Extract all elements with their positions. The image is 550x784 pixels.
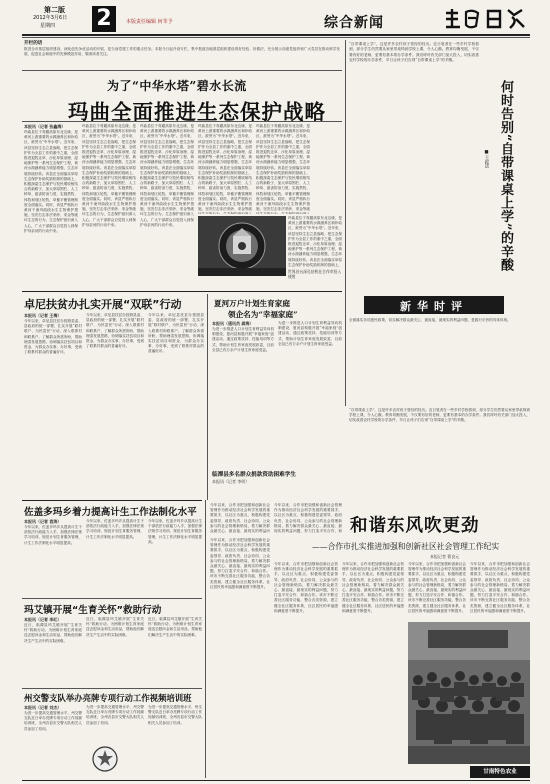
commentary-title-text: 何时告别“自带课桌上学”的辛酸 [498,80,513,272]
short3-col-2: 近日，临潭县玛艾镇开展“生育关怀”救助行动，为困难计划生育家庭送去慰问金和生活用品，帮助他们解决生产生活中的实际困难。 [86,617,144,637]
short1-headline: 临潭县多名群众捐款资助困难学生 [212,472,296,478]
commentary-text: “自带课桌上学”，这是许多农村孩子曾经的经历。近日笔者在一些乡村学校看到，部分学生仍然要从家里带桌椅到学校上课，令人心酸。教育均衡发展，不仅要有好的老师，更要有基本的办学条件。我们呼吁有关部门加大投入，切实改善农村学校的办学条件，早日让孩子们告别“自带课桌上学”的辛酸。 [349,42,479,63]
commentary-title [493,80,513,271]
feature-subhead: ——合作市扎实推进加强和创新社区社会管理工作纪实 [312,542,500,551]
lead-photo [198,216,286,276]
lead-text-col-5: 玛曲县位于青藏高原东北边缘，是黄河上游重要的水源涵养区和补给区，被誉为“中华水塔”。近年来，该县坚持生态立县战略，把生态保护作为全县工作的重中之重，全面推进退牧还草、沙化草原治理、湿地保护等一系列生态保护工程，黄河水源涵养能力明显增强，生态环境持续好转。该县在全面落实草原生态保护补助奖励机制的基础上，积极探索生态保护与牧民增收相结合的新路子，加大草原围栏、人工种草、鼠害防治力度，实施禁牧、休牧和划区轮牧，草畜平衡管理制度全面落实。同时，该县严格执行黄河干流玛曲段水生生物保护措施，坚决打击非法采砂、采金等破 [256,124,310,212]
article-mid-headline: 夏河万户计划生育家庭 [214,299,290,308]
police-emblem [92,746,118,772]
article-left-col-2: 今年以来，卓尼县扶贫办按照县委、县政府的统一部署，扎实开展“联村联户、为民富民”行动，深入联系村和联系户，了解群众所需所盼，帮助理清发展思路，协调落实扶贫项目和资金，为群众办实事、办好事，受到了联系村群众的普遍好评。 [86,313,144,349]
feature-headline: 和谐东风吹更劲 [350,516,480,536]
article-left-byline: 本报讯（记者 王梅） [24,313,62,318]
lead-kicker: 为了“中华水塔”碧水长流 [107,79,247,93]
section-number-badge: 2 [92,6,116,32]
feature-col-4: 今年以来，合作市把加强和创新社会管理作为推动经济社会科学发展的重要抓手，以社区为重点，积极构建党委领导、政府负责、社会协同、公众参与的社会管理新格局，着力解决群众最关心、最直接、最现实的利益问题，努力打造平安合作、和谐合作。该市不断完善社区服务功能，整合各类资源，建立健全社区服务体系，社区居民的幸福感和满意度不断提升。 [408,562,466,613]
feature-byline: 本报记者 曹良元 [430,554,460,559]
short3-col-1: 近日，临潭县玛艾镇开展“生育关怀”救助行动，为困难计划生育家庭送去慰问金和生活用品，帮助他们解决生产生活中的实际困难。 [24,623,82,643]
briefs-title: 新华时评 [400,300,468,313]
short4-headline: 州交警支队举办亮牌专项行动工作视频培训班 [24,693,192,703]
right-col-text-lower: “自带课桌上学”，这是许多农村孩子曾经的经历。近日笔者在一些乡村学校看到，部分学生仍然要从家里带桌椅到学校上课，令人心酸。教育均衡发展，不仅要有好的老师，更要有基本的办学条件。我们呼吁有关部门加大投入，切实改善农村学校的办学条件，早日让孩子们告别“自带课桌上学”的辛酸。 [349,408,530,423]
short4-col-2: 为进一步提高交通管理水平，州交警支队近日举办亮牌专项行动工作视频培训班，全州各县市交警大队相关人员参加了培训。 [86,705,144,725]
crowd-photo-icon [408,622,530,764]
short2-headline: 佐盖多玛乡着力提高计生工作法制化水平 [24,507,197,518]
short3-headline: 玛艾镇开展“生育关怀”救助行动 [24,605,162,616]
article-mid-col-2: 为进一步推进人口计划生育利益导向机制建设，夏河县积极开展“幸福家庭”创建活动，通过政策扶持、技能培训等方式，帮助计划生育家庭发展致富，目前全县已有万余户计划生育家庭受益。 [278,321,342,346]
article-left-col-3: 今年以来，卓尼县扶贫办按照县委、县政府的统一部署，扎实开展“联村联户、为民富民”行动，深入联系村和联系户，了解群众所需所盼，帮助理清发展思路，协调落实扶贫项目和资金，为群众办实事、办好事，受到了联系村群众的普遍好评。 [148,313,204,354]
commentary-author: ■王政法 [484,150,489,169]
feature-lead-col-2: 今年以来，合作市把加强和创新社会管理作为推动经济社会科学发展的重要抓手，以社区为重点，积极构建党委领导、政府负责、社会协同、公众参与的社会管理新格局，着力解决群众最关心、最直接、最现实的利益问题，努力打造平安合作、和 [274,503,342,533]
feature-col-1: 今年以来，合作市把加强和创新社会管理作为推动经济社会科学发展的重要抓手，以社区为重点，积极构建党委领导、政府负责、社会协同、公众参与的社会管理新格局，着力解决群众最关心、最直接、最现实的利益问题，努力打造平安合作、和谐合作。该市不断完善社区服务功能，整合各类资源，建立健全社区服务体系，社区居民的幸福感和满意度不断提升。 [210,538,270,589]
newspaper-logo [442,7,528,31]
short2-col-2: 今年以来，佐盖多玛乡从提高计生干部依法行政能力入手，加强法律法规学习培训，规范计划生育服务管理，计生工作法制化水平明显提高。 [86,519,144,539]
top-band [22,40,342,68]
police-emblem-icon [92,746,118,772]
top-band-kicker: 开栏的话 [24,41,43,46]
briefs-box [364,296,504,314]
article-left-col-1: 今年以来，卓尼县扶贫办按照县委、县政府的统一部署，扎实开展“联村联户、为民富民”行动，深入联系村和联系户，了解群众所需所盼，帮助理清发展思路，协调落实扶贫项目和资金，为群众办实事、办好事，受到了联系村群众的普遍好评。 [24,319,82,355]
lead-text-col-2: 玛曲县位于青藏高原东北边缘，是黄河上游重要的水源涵养区和补给区，被誉为“中华水塔”。近年来，该县坚持生态立县战略，把生态保护作为全县工作的重中之重，全面推进退牧还草、沙化草原治理、湿地保护等一系列生态保护工程，黄河水源涵养能力明显增强，生态环境持续好转。该县在全面落实草原生态保护补助奖励机制的基础上，积极探索生态保护与牧民增收相结合的新路子，加大草原围栏、人工种草、鼠害防治力度，实施禁牧、休牧和划区轮牧，草畜平衡管理制度全面落实。同时，该县严格执行黄河干流玛曲段水生生物保护措施，坚决打击非法采砂、采金等破坏生态的行为，生态保护意识深入人心，广大干部群众自觉投入到保护母亲河的行动中来。 [82,124,136,227]
article-mid-headline-2: 领企名为“幸福家庭” [228,310,298,319]
short3-byline: 本报讯（记者 李红） [24,617,62,622]
short4-col-3: 为进一步提高交通管理水平，州交警支队近日举办亮牌专项行动工作视频培训班，全州各县市交警大队相关人员参加了培训。 [148,705,202,725]
article-left-headline: 卓尼扶贫办扎实开展“双联”行动 [24,298,182,311]
short3-col-3: 近日，临潭县玛艾镇开展“生育关怀”救助行动，为困难计划生育家庭送去慰问金和生活用品，帮助他们解决生产生活中的实际困难。 [148,617,202,637]
lead-byline: 本报讯（记者 张鑫海） [24,124,66,129]
commentary-column [349,40,530,294]
section-title: 综合新闻 [324,15,384,31]
short2-col-3: 今年以来，佐盖多玛乡从提高计生干部依法行政能力入手，加强法律法规学习培训，规范计划生育服务管理，计生工作法制化水平明显提高。 [148,519,202,544]
footer-tag [470,766,530,778]
short1-byline: 本报讯（记者 李明） [212,479,250,484]
feature-lead-col-1: 今年以来，合作市把加强和创新社会管理作为推动经济社会科学发展的重要抓手，以社区为重点，积极构建党委领导、政府负责、社会协同、公众参与的社会管理新格局，着力解决群众最关心、最直接、最现实的利益问 [210,503,270,533]
feature-col-2: 今年以来，合作市把加强和创新社会管理作为推动经济社会科学发展的重要抓手，以社区为重点，积极构建党委领导、政府负责、社会协同、公众参与的社会管理新格局，着力解决群众最关心、最直接、最现实的利益问题，努力打造平安合作、和谐合作。该市不断完善社区服务功能，整合各类资源，建立健全社区服务体系，社区居民的幸福感和满意度不断提升。 [274,562,338,613]
issue-weekday: 星期四 [40,23,56,29]
logo-calligraphy-icon [442,7,528,31]
article-mid-byline: 本报讯（通讯员 龚海） [212,321,254,326]
feature-col-3: 今年以来，合作市把加强和创新社会管理作为推动经济社会科学发展的重要抓手，以社区为重点，积极构建党委领导、政府负责、社会协同、公众参与的社会管理新格局，着力解决群众最关心、最直接、最现实的利益问题，努力打造平安合作、和谐合作。该市不断完善社区服务功能，整合各类资源，建立健全社区服务体系，社区居民的幸福感和满意度不断提升。 [342,562,404,613]
circular-building-photo-icon [198,216,286,276]
lead-headline: 玛曲全面推进生态保护战略 [68,100,326,124]
lead-text-col-6: 玛曲县位于青藏高原东北边缘，是黄河上游重要的水源涵养区和补给区，被誉为“中华水塔”。近年来，该县坚持生态立县战略，把生态保护作为全县工作的重中之重，全面推进退牧还草、沙化草原治理、湿地保护等一系列生态保护工程，黄河水源涵养能力明显增强，生态环境持续好转。该县在全面落实草原生态保护补助奖励机制的基础上， [288,216,342,267]
feature-photo [408,622,530,764]
short4-byline: 本报讯（记者 刘杰） [24,705,62,710]
briefs-text: 全面落实各项惠民政策，切实解决群众最关心、最直接、最现实的利益问题，是践行宗旨的具体体现。 [349,318,511,322]
lead-text-col-4: 玛曲县位于青藏高原东北边缘，是黄河上游重要的水源涵养区和补给区，被誉为“中华水塔”。近年来，该县坚持生态立县战略，把生态保护作为全县工作的重中之重，全面推进退牧还草、沙化草原治理、湿地保护等一系列生态保护工程，黄河水源涵养能力明显增强，生态环境持续好转。该县在全面落实草原生态保护补助奖励机制的基础上，积极探索生态保护与牧民增收相结合的新路子，加大草原围栏、人工种草、鼠害防治力度，实施禁牧、休牧和划区轮牧，草畜平衡管理制度全面落实。同时，该县严格执行黄河干流玛曲段水生生物保护措施，坚决打击非法采砂、采金等破 [198,124,252,212]
masthead [22,6,530,34]
editor-line: 本版责任编辑 何莘予 [126,19,173,25]
lead-text-col-1: 玛曲县位于青藏高原东北边缘，是黄河上游重要的水源涵养区和补给区，被誉为“中华水塔”。近年来，该县坚持生态立县战略，把生态保护作为全县工作的重中之重，全面推进退牧还草、沙化草原治理、湿地保护等一系列生态保护工程，黄河水源涵养能力明显增强，生态环境持续好转。该县在全面落实草原生态保护补助奖励机制的基础上，积极探索生态保护与牧民增收相结合的新路子，加大草原围栏、人工种草、鼠害防治力度，实施禁牧、休牧和划区轮牧，草畜平衡管理制度全面落实。同时，该县严格执行黄河干流玛曲段水生生物保护措施，坚决打击非法采砂、采金等破坏生态的行为，生态保护意识深入人心，广大干部群众自觉投入到保护母亲河的行动中来。 [24,130,78,233]
short2-byline: 本报讯（记者 袁涛） [24,519,62,524]
top-band-text: 推进全市基层组织建设，深化创先争优活动的开展，是当前党建工作的重点任务。本报今日起开设专栏，集中报道各地基层组织建设的好经验、好做法，充分展示各级党组织和广大党员在推动科学发展、促进社会和谐中的先锋模范作用，敬请读者关注。 [24,47,340,57]
lead-text-col-3: 玛曲县位于青藏高原东北边缘，是黄河上游重要的水源涵养区和补给区，被誉为“中华水塔”。近年来，该县坚持生态立县战略，把生态保护作为全县工作的重中之重，全面推进退牧还草、沙化草原治理、湿地保护等一系列生态保护工程，黄河水源涵养能力明显增强，生态环境持续好转。该县在全面落实草原生态保护补助奖励机制的基础上，积极探索生态保护与牧民增收相结合的新路子，加大草原围栏、人工种草、鼠害防治力度，实施禁牧、休牧和划区轮牧，草畜平衡管理制度全面落实。同时，该县严格执行黄河干流玛曲段水生生物保护措施，坚决打击非法采砂、采金等破坏生态的行为，生态保护意识深入人心，广大干部群众自觉投入到保护母亲河的行动中来。 [140,124,194,227]
feature-col-5: 今年以来，合作市把加强和创新社会管理作为推动经济社会科学发展的重要抓手，以社区为重点，积极构建党委领导、政府负责、社会协同、公众参与的社会管理新格局，着力解决群众最关心、最直接、最现实的利益问题，努力打造平安合作、和谐合作。该市不断完善社区服务功能，整合各类资源，建立健全社区服务体系，社区居民的幸福感和满意度不断提升。 [470,562,530,613]
short4-col-1: 为进一步提高交通管理水平，州交警支队近日举办亮牌专项行动工作视频培训班，全州各县市交警大队相关人员参加了培训。 [24,711,82,731]
article-mid-col-1: 为进一步推进人口计划生育利益导向机制建设，夏河县积极开展“幸福家庭”创建活动，通过政策扶持、技能培训等方式，帮助计划生育家庭发展致富，目前全县已有万余户计划生育家庭受益。 [212,327,274,352]
short2-col-1: 今年以来，佐盖多玛乡从提高计生干部依法行政能力入手，加强法律法规学习培训，规范计划生育服务管理，计生工作法制化水平明显提高。 [24,525,82,545]
photo-caption: 世界首台深孔钻机在合作市投入使用 [288,269,342,279]
edition-label: 第二版 [44,6,65,14]
issue-date: 2012年3月6日 [33,15,68,21]
footer-tag-text: 甘南特色农业 [483,769,517,775]
